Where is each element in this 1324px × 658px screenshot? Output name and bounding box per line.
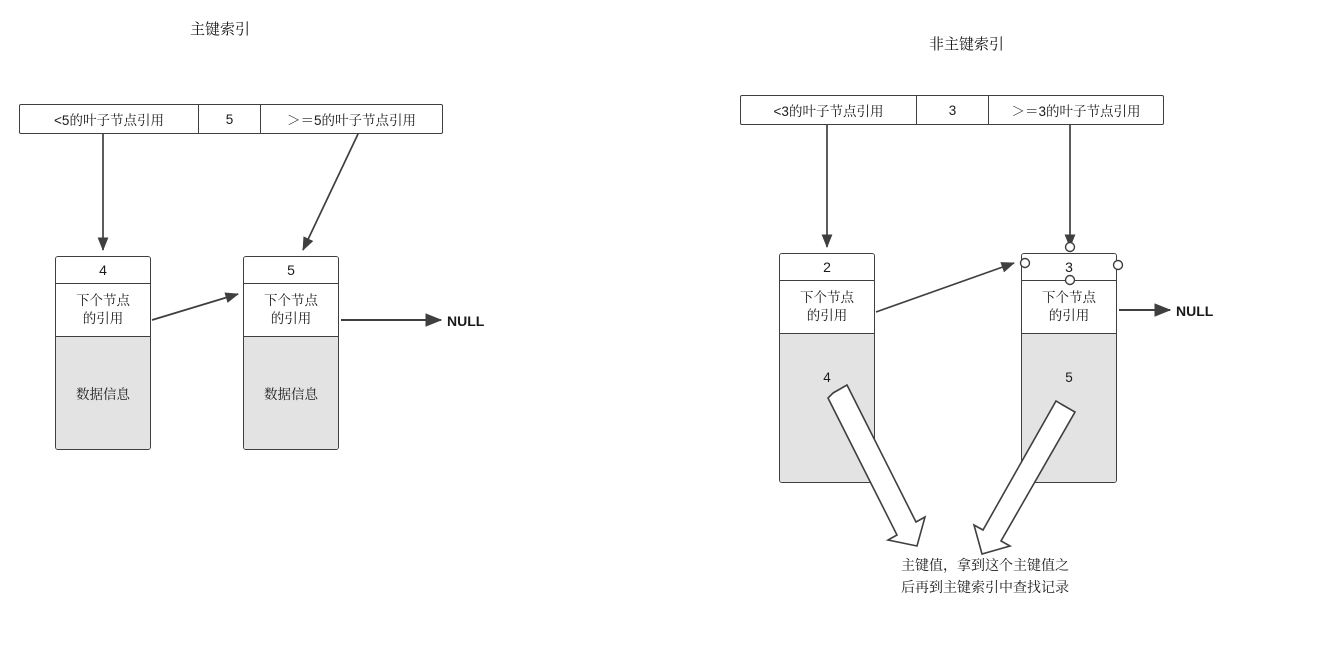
right-root-cell-key: 3 (916, 96, 988, 124)
right-leaf-node-3 (1021, 253, 1117, 483)
right-leaf-2-next-arrow (876, 263, 1014, 312)
left-leaf-4-key: 4 (56, 257, 150, 284)
left-leaf-4-payload: 数据信息 (56, 337, 150, 449)
right-null-label: NULL (1176, 303, 1214, 319)
right-leaf-2-payload: 4 (780, 334, 874, 482)
right-leaf-3-next-ref-line2: 的引用 (1048, 308, 1090, 323)
left-null-label: NULL (447, 313, 485, 329)
right-root-cell-less: <3的叶子节点引用 (773, 104, 884, 119)
left-leaf-4-next-arrow (152, 294, 238, 320)
left-leaf-5-next-ref-line1: 下个节点 (264, 292, 318, 308)
right-caption-line1: 主键值，拿到这个主键值之 (901, 557, 1069, 573)
right-diagram-title: 非主键索引 (929, 36, 1005, 53)
left-leaf-5-key: 5 (244, 257, 338, 284)
right-leaf-2-key: 2 (780, 254, 874, 281)
left-leaf-4-next-ref-line1: 下个节点 (76, 292, 130, 308)
right-leaf-3-key: 3 (1022, 254, 1116, 281)
left-leaf-5-next-ref (244, 284, 338, 337)
left-leaf-node-5 (243, 256, 339, 450)
right-leaf-3-next-ref-line1: 下个节点 (1042, 289, 1096, 305)
left-root-cell-greater: ＞＝5的叶子节点引用 (260, 105, 442, 133)
right-leaf-2-next-ref (780, 281, 874, 334)
left-leaf-4-next-ref-line2: 的引用 (82, 311, 124, 326)
left-leaf-4-next-ref (56, 284, 150, 337)
right-leaf-3-next-ref (1022, 281, 1116, 334)
left-root-cell-key: 5 (198, 105, 260, 133)
left-leaf-5-next-ref-line2: 的引用 (270, 311, 312, 326)
right-caption-line2: 后再到主键索引中查找记录 (901, 579, 1069, 596)
right-leaf-node-2 (779, 253, 875, 483)
left-pointer-to-leaf-5 (303, 134, 358, 250)
right-root-node (740, 95, 1164, 125)
left-root-cell-less: <5的叶子节点引用 (54, 113, 164, 128)
left-leaf-node-4 (55, 256, 151, 450)
left-leaf-5-payload: 数据信息 (244, 337, 338, 449)
right-root-cell-greater: ＞＝3的叶子节点引用 (988, 96, 1163, 124)
right-diagram-caption (855, 554, 1115, 599)
left-root-node (19, 104, 443, 134)
right-leaf-2-next-ref-line1: 下个节点 (800, 289, 854, 305)
right-leaf-2-next-ref-line2: 的引用 (806, 308, 848, 323)
connection-handle-top (1066, 243, 1075, 252)
right-leaf-3-payload: 5 (1022, 334, 1116, 482)
left-diagram-title: 主键索引 (190, 21, 251, 38)
